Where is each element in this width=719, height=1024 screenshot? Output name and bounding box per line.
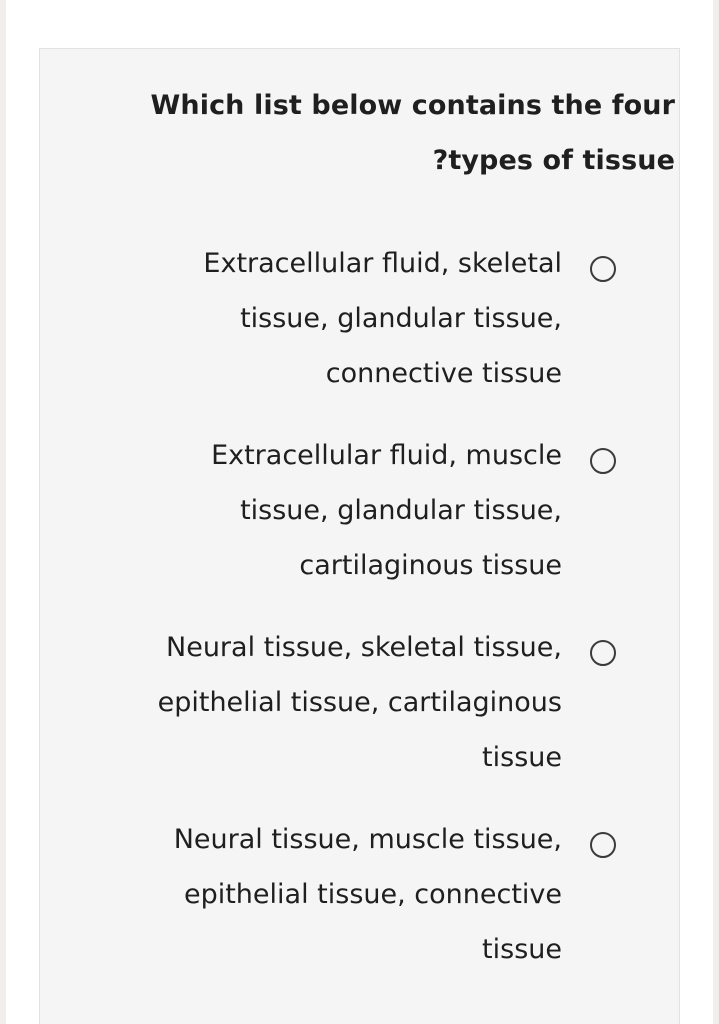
question-line-2: ?types of tissue xyxy=(432,145,675,176)
answer-option-line: tissue xyxy=(482,742,562,773)
answer-option-4[interactable] xyxy=(80,812,719,1004)
left-frame-edge xyxy=(0,0,6,1024)
radio-button-option-3[interactable] xyxy=(590,640,616,666)
answer-option-line: epithelial tissue, connective xyxy=(183,879,562,910)
answer-option-line: tissue xyxy=(482,934,562,965)
radio-button-option-4[interactable] xyxy=(590,832,616,858)
answer-option-line: Neural tissue, skeletal tissue, xyxy=(166,632,562,663)
answer-option-label xyxy=(72,428,562,593)
answer-option-line: Extracellular fluid, skeletal xyxy=(203,248,562,279)
answer-option-label xyxy=(72,236,562,401)
answer-option-2[interactable] xyxy=(80,428,719,620)
answer-option-line: Extracellular fluid, muscle xyxy=(211,440,562,471)
answer-option-line: connective tissue xyxy=(325,358,562,389)
answer-option-line: epithelial tissue, cartilaginous xyxy=(157,687,562,718)
question-text xyxy=(56,78,675,188)
radio-button-option-2[interactable] xyxy=(590,448,616,474)
answer-option-3[interactable] xyxy=(80,620,719,812)
answer-option-line: cartilaginous tissue xyxy=(299,550,562,581)
question-line-1: Which list below contains the four xyxy=(150,90,675,121)
answer-option-line: Neural tissue, muscle tissue, xyxy=(173,824,562,855)
answer-option-1[interactable] xyxy=(80,236,719,428)
answer-option-line: tissue, glandular tissue, xyxy=(240,303,562,334)
answer-option-line: tissue, glandular tissue, xyxy=(240,495,562,526)
answer-option-label xyxy=(72,620,562,785)
answer-options xyxy=(80,236,719,1004)
radio-button-option-1[interactable] xyxy=(590,256,616,282)
answer-option-label xyxy=(72,812,562,977)
